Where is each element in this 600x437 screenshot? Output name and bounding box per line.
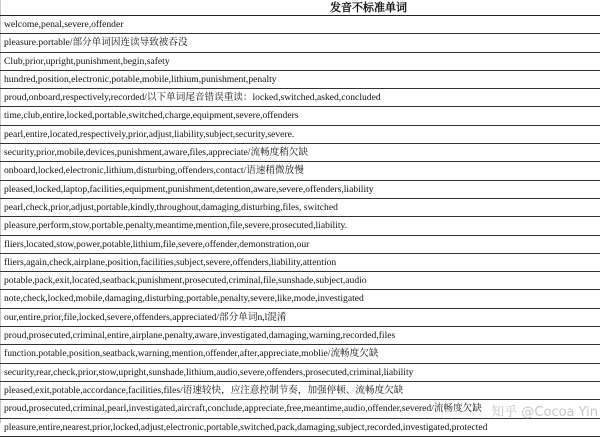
table-row: pleasure,perform,stow,portable,penalty,meantime,mention,file,severe,prosecuted,liability.	[0, 217, 600, 235]
table-row: time,club,entire,locked,portable,switched,charge,equipment,severe,offenders	[0, 107, 600, 125]
table-row: pearl,check,prior,adjust,portable,kindly,throughout,damaging,disturbing,files, switched	[0, 199, 600, 217]
table-row: proud,prosecuted,criminal,pearl,investigated,aircraft,conclude,appreciate,free,meantime,audio,offender,severed/流畅度欠缺	[0, 400, 600, 418]
table-row: proud,onboard,respectively,recorded/以下单词尾音错误重读：locked,switched,asked,concluded	[0, 89, 600, 107]
table-row: onboard,locked,electronic,lithium,disturbing,offenders,contact/语速稍微放慢	[0, 162, 600, 180]
word-list	[0, 16, 600, 437]
table-row: our,entire,prior,file,locked,severe,offenders,appreciated/部分单词n,l混淆	[0, 309, 600, 327]
table-row: pleased,exit,potable,accordance,facilities,files/语速较快，应注意控制节奏，加强停顿、流畅度欠缺	[0, 382, 600, 400]
table-row: pleasure.portable/部分单词因连读导致被吞没	[0, 34, 600, 52]
table-row: security,prior,mobile,devices,punishment,aware,files,appreciate/流畅度稍欠缺	[0, 144, 600, 162]
table-row: proud,prosecuted,criminal,entire,airplane,penalty,aware,investigated,damaging,warning,recorded,files	[0, 327, 600, 345]
table-row: potable,pack,exit,located,seatback,punishment,prosecuted,criminal,file,sunshade,subject,audio	[0, 272, 600, 290]
table-row: security,rear,check,prior,stow,upright,sunshade,lithium,audio,severe,offenders,prosecuted,criminal,liability	[0, 364, 600, 382]
table-row: note,check,locked,mobile,damaging,disturbing,portable,penalty,severe,like,mode,investigated	[0, 290, 600, 308]
table-row: Club,prior,upright,punishment,begin,safety	[0, 53, 600, 71]
column-header	[0, 0, 600, 16]
table-row: function.potable,position,seatback,warning,mention,offender,after,appreciate,moblie/流畅度欠缺	[0, 345, 600, 363]
table-row: pleased,locked,laptop,facilities,equipment,punishment,detention,aware,severe,offenders,liability	[0, 181, 600, 199]
table-row: pearl,entire,located,respectively,prior,adjust,liability,subject,security,severe.	[0, 126, 600, 144]
table-row: welcome,penal,severe,offender	[0, 16, 600, 34]
column-title: 发音不标准单词	[330, 1, 407, 14]
table-row: pleasure,entire,nearest,prior,locked,adjust,electronic,portable,switched,pack,damaging,subject,recorded,investigated,protected	[0, 419, 600, 437]
table-row: fliers,located,stow,power,potable,lithium,file,severe,offender,demonstration,our	[0, 236, 600, 254]
table-row: fliers,again,check,airplane,position,facilities,subject,severe,offenders,liability,attention	[0, 254, 600, 272]
table-row: hundred,position,electronic,potable,mobile,lithium,punishment,penalty	[0, 71, 600, 89]
watermark: 知乎 @Cocoa Yin	[491, 405, 598, 420]
